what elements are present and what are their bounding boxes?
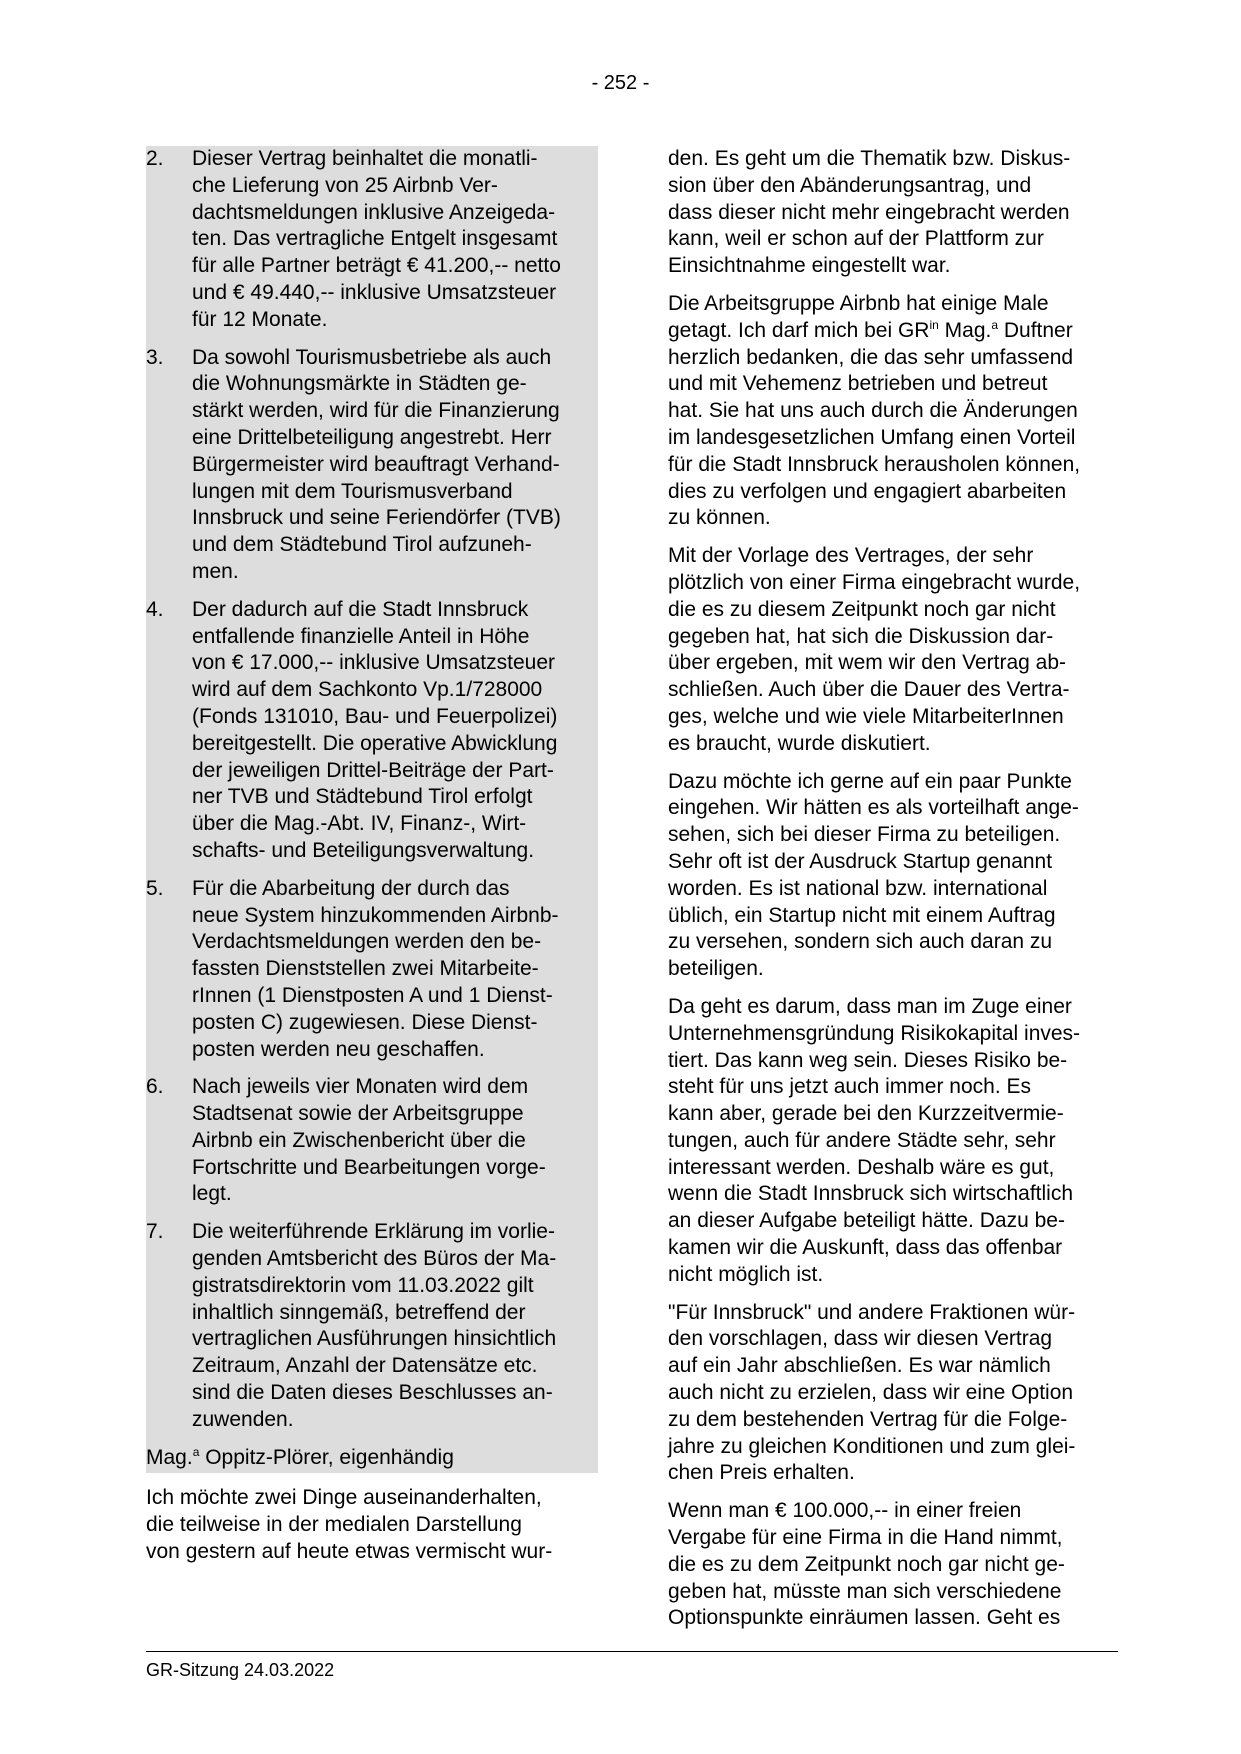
paragraph-line: kamen wir die Auskunft, dass das offenbar <box>668 1236 1063 1260</box>
list-item-text <box>192 146 598 334</box>
footer-session-date: GR-Sitzung 24.03.2022 <box>146 1660 335 1680</box>
paragraph-line: ten. Das vertragliche Entgelt insgesamt <box>192 227 558 251</box>
paragraph-line: von € 17.000,-- inklusive Umsatzsteuer <box>192 651 555 675</box>
list-item-text <box>192 1219 598 1433</box>
text-fragment: getagt. Ich darf mich bei GR <box>668 318 930 342</box>
paragraph-line: Mit der Vorlage des Vertrages, der sehr <box>668 544 1034 568</box>
paragraph-line: "Für Innsbruck" und andere Fraktionen wür- <box>668 1300 1076 1324</box>
paragraph-line: die Wohnungsmärkte in Städten ge- <box>192 372 527 396</box>
paragraph-line <box>668 318 1118 345</box>
paragraph-line: und dem Städtebund Tirol aufzuneh- <box>192 533 532 557</box>
paragraph-2 <box>668 291 1118 532</box>
paragraph-line: posten C) zugewiesen. Diese Dienst- <box>192 1010 538 1034</box>
paragraph-line: (Fonds 131010, Bau- und Feuerpolizei) <box>192 704 558 728</box>
paragraph-line: auch nicht zu erzielen, dass wir eine Option <box>668 1381 1074 1405</box>
paragraph-line: entfallende finanzielle Anteil in Höhe <box>192 624 530 648</box>
list-item <box>146 1219 598 1444</box>
paragraph-line: vertraglichen Ausführungen hinsichtlich <box>192 1327 557 1351</box>
paragraph-line: den. Es geht um die Thematik bzw. Diskus- <box>668 147 1071 170</box>
paragraph-line: üblich, ein Startup nicht mit einem Auftrag <box>668 903 1056 927</box>
paragraph-line: für alle Partner beträgt € 41.200,-- netto <box>192 254 561 278</box>
paragraph-line: Dazu möchte ich gerne auf ein paar Punkte <box>668 769 1072 793</box>
paragraph-line: Der dadurch auf die Stadt Innsbruck <box>192 597 529 621</box>
paragraph-line: Wenn man € 100.000,-- in einer freien <box>668 1499 1022 1523</box>
list-item <box>146 345 598 597</box>
paragraph-line: beteiligen. <box>668 957 764 981</box>
superscript: in <box>929 317 939 332</box>
paragraph-line: jahre zu gleichen Konditionen und zum glei- <box>668 1434 1076 1458</box>
paragraph-line: inhaltlich sinngemäß, betreffend der <box>192 1300 526 1324</box>
paragraph-line: Optionspunkte einräumen lassen. Geht es <box>668 1606 1061 1630</box>
paragraph-line: tungen, auch für andere Städte sehr, sehr <box>668 1128 1056 1152</box>
paragraph-line: wenn die Stadt Innsbruck sich wirtschaftlich <box>668 1182 1074 1206</box>
paragraph-line: che Lieferung von 25 Airbnb Ver- <box>192 173 498 197</box>
paragraph-line: Unternehmensgründung Risikokapital inves- <box>668 1021 1081 1045</box>
list-item-number: 5. <box>146 876 164 900</box>
paragraph-line: über ergeben, mit wem wir den Vertrag ab- <box>668 651 1067 675</box>
paragraph-line: dachtsmeldungen inklusive Anzeigeda- <box>192 200 556 224</box>
paragraph-line: es braucht, wurde diskutiert. <box>668 731 931 755</box>
paragraph-line: ner TVB und Städtebund Tirol erfolgt <box>192 785 533 809</box>
paragraph-line: und mit Vehemenz betrieben und betreut <box>668 372 1048 396</box>
list-item <box>146 876 598 1075</box>
numbered-list <box>146 146 598 1445</box>
list-item-text <box>192 1074 598 1208</box>
paragraph-line: wird auf dem Sachkonto Vp.1/728000 <box>192 678 543 702</box>
paragraph-line: Sehr oft ist der Ausdruck Startup genannt <box>668 849 1053 873</box>
superscript: a <box>991 317 999 332</box>
paragraph-line: interessant werden. Deshalb wäre es gut, <box>668 1155 1055 1179</box>
paragraph-line: Ich möchte zwei Dinge auseinanderhalten, <box>146 1486 542 1510</box>
paragraph-line: schließen. Auch über die Dauer des Vertra- <box>668 678 1070 702</box>
paragraph-2-rest <box>668 345 1118 533</box>
paragraph-line: der jeweiligen Drittel-Beiträge der Part- <box>192 758 554 782</box>
paragraph-line: steht für uns jetzt auch immer noch. Es <box>668 1075 1031 1099</box>
paragraph-line: chen Preis erhalten. <box>668 1461 855 1485</box>
paragraph-line: lungen mit dem Tourismusverband <box>192 479 513 503</box>
paragraph-line: sion über den Abänderungsantrag, und <box>668 173 1032 197</box>
paragraph-line: für die Stadt Innsbruck herausholen können, <box>668 452 1081 476</box>
list-item <box>146 146 598 345</box>
paragraph-line: Da geht es darum, dass man im Zuge einer <box>668 994 1072 1018</box>
signature-post: Oppitz-Plörer, eigenhändig <box>199 1445 454 1469</box>
left-column <box>146 146 598 1577</box>
paragraph-line: Innsbruck und seine Feriendörfer (TVB) <box>192 506 561 530</box>
paragraph-line: an dieser Aufgabe beteiligt hätte. Dazu be- <box>668 1209 1065 1233</box>
paragraph-line: Airbnb ein Zwischenbericht über die <box>192 1128 526 1152</box>
list-item-number: 2. <box>146 147 164 170</box>
paragraph-line: zu versehen, sondern sich auch daran zu <box>668 930 1053 954</box>
paragraph-7 <box>668 1498 1118 1632</box>
paragraph-line: nicht möglich ist. <box>668 1262 824 1286</box>
paragraph-line: men. <box>192 559 239 583</box>
paragraph-line: hat. Sie hat uns auch durch die Änderungen <box>668 399 1078 423</box>
paragraph-line: die es zu dem Zeitpunkt noch gar nicht ge- <box>668 1552 1065 1576</box>
paragraph-line: legt. <box>192 1182 232 1206</box>
list-item-number: 3. <box>146 345 164 369</box>
paragraph-line: herzlich bedanken, die das sehr umfassend <box>668 345 1074 369</box>
paragraph-line: eine Drittelbeteiligung angestrebt. Herr <box>192 425 552 449</box>
right-column <box>668 146 1118 1643</box>
paragraph-line: eingehen. Wir hätten es als vorteilhaft ange- <box>668 796 1079 820</box>
paragraph-line: stärkt werden, wird für die Finanzierung <box>192 399 560 423</box>
paragraph-line: die teilweise in der medialen Darstellung <box>146 1513 522 1537</box>
paragraph-6 <box>668 1300 1118 1488</box>
paragraph-line: die es zu diesem Zeitpunkt noch gar nicht <box>668 597 1056 621</box>
paragraph-line: schafts- und Beteiligungsverwaltung. <box>192 838 535 862</box>
paragraph-line: Für die Abarbeitung der durch das <box>192 876 510 900</box>
paragraph-line: kann aber, gerade bei den Kurzzeitvermie- <box>668 1102 1064 1126</box>
paragraph-line: zuwenden. <box>192 1407 294 1431</box>
text-fragment: Duftner <box>998 318 1073 342</box>
paragraph-line: von gestern auf heute etwas vermischt wur- <box>146 1540 553 1564</box>
paragraph-3 <box>668 543 1118 757</box>
signature-sup: a <box>192 1444 200 1459</box>
paragraph-line: über die Mag.-Abt. IV, Finanz-, Wirt- <box>192 812 527 836</box>
list-item-number: 4. <box>146 597 164 621</box>
paragraph-line: sehen, sich bei dieser Firma zu beteiligen. <box>668 823 1061 847</box>
paragraph-line: im landesgesetzlichen Umfang einen Vorteil <box>668 425 1076 449</box>
footer-divider <box>146 1651 1118 1652</box>
paragraph-line: zu können. <box>668 506 771 530</box>
left-trailing-paragraph <box>146 1485 598 1565</box>
paragraph-line: plötzlich von einer Firma eingebracht wurde, <box>668 570 1081 594</box>
paragraph-line: Stadtsenat sowie der Arbeitsgruppe <box>192 1102 524 1126</box>
resolution-block <box>146 146 598 1473</box>
paragraph-line: Zeitraum, Anzahl der Datensätze etc. <box>192 1354 538 1378</box>
paragraph-1 <box>668 146 1118 280</box>
paragraph-line: kann, weil er schon auf der Plattform zur <box>668 227 1044 251</box>
list-item <box>146 597 598 876</box>
paragraph-line: geben hat, müsste man sich verschiedene <box>668 1579 1062 1603</box>
paragraph-line: genden Amtsbericht des Büros der Ma- <box>192 1247 557 1271</box>
paragraph-line: Nach jeweils vier Monaten wird dem <box>192 1075 529 1099</box>
page-number: - 252 - <box>591 72 650 94</box>
paragraph-line: Fortschritte und Bearbeitungen vorge- <box>192 1155 546 1179</box>
paragraph-line: Da sowohl Tourismusbetriebe als auch <box>192 345 552 369</box>
list-item-number: 6. <box>146 1075 164 1099</box>
list-item-text <box>192 876 598 1064</box>
list-item <box>146 1074 598 1219</box>
list-item-number: 7. <box>146 1220 164 1244</box>
paragraph-line: neue System hinzukommenden Airbnb- <box>192 903 559 927</box>
paragraph-line: gegeben hat, hat sich die Diskussion dar- <box>668 624 1054 648</box>
list-item-text <box>192 345 598 586</box>
paragraph-line: Verdachtsmeldungen werden den be- <box>192 930 542 954</box>
paragraph-line: posten werden neu geschaffen. <box>192 1037 485 1061</box>
paragraph-line: rInnen (1 Dienstposten A und 1 Dienst- <box>192 983 553 1007</box>
paragraph-4 <box>668 769 1118 983</box>
paragraph-line: worden. Es ist national bzw. international <box>668 876 1048 900</box>
paragraph-line: gistratsdirektorin vom 11.03.2022 gilt <box>192 1273 534 1297</box>
paragraph-line: Einsichtnahme eingestellt war. <box>668 254 951 278</box>
paragraph-line: auf ein Jahr abschließen. Es war nämlich <box>668 1354 1051 1378</box>
signature-pre: Mag. <box>146 1445 193 1469</box>
text-fragment: Mag. <box>938 318 992 342</box>
paragraph-5 <box>668 994 1118 1289</box>
signature-line <box>146 1445 598 1474</box>
paragraph-line: dass dieser nicht mehr eingebracht werden <box>668 200 1070 224</box>
paragraph-line: den vorschlagen, dass wir diesen Vertrag <box>668 1327 1053 1351</box>
paragraph-line: Die weiterführende Erklärung im vorlie- <box>192 1220 555 1244</box>
paragraph-line: dies zu verfolgen und engagiert abarbeiten <box>668 479 1067 503</box>
paragraph-line: für 12 Monate. <box>192 307 328 331</box>
paragraph-line: fassten Dienststellen zwei Mitarbeite- <box>192 957 539 981</box>
paragraph-line: Dieser Vertrag beinhaltet die monatli- <box>192 147 538 170</box>
paragraph-line: zu dem bestehenden Vertrag für die Folge- <box>668 1407 1068 1431</box>
paragraph-line: Bürgermeister wird beauftragt Verhand- <box>192 452 560 476</box>
paragraph-line: Vergabe für eine Firma in die Hand nimmt, <box>668 1526 1063 1550</box>
paragraph-line: sind die Daten dieses Beschlusses an- <box>192 1381 553 1405</box>
paragraph-line: ges, welche und wie viele MitarbeiterInnen <box>668 704 1064 728</box>
paragraph-line: und € 49.440,-- inklusive Umsatzsteuer <box>192 280 557 304</box>
list-item-text <box>192 597 598 865</box>
paragraph-line: Die Arbeitsgruppe Airbnb hat einige Male <box>668 291 1049 315</box>
paragraph-line: tiert. Das kann weg sein. Dieses Risiko be- <box>668 1048 1068 1072</box>
paragraph-line: bereitgestellt. Die operative Abwicklung <box>192 731 558 755</box>
